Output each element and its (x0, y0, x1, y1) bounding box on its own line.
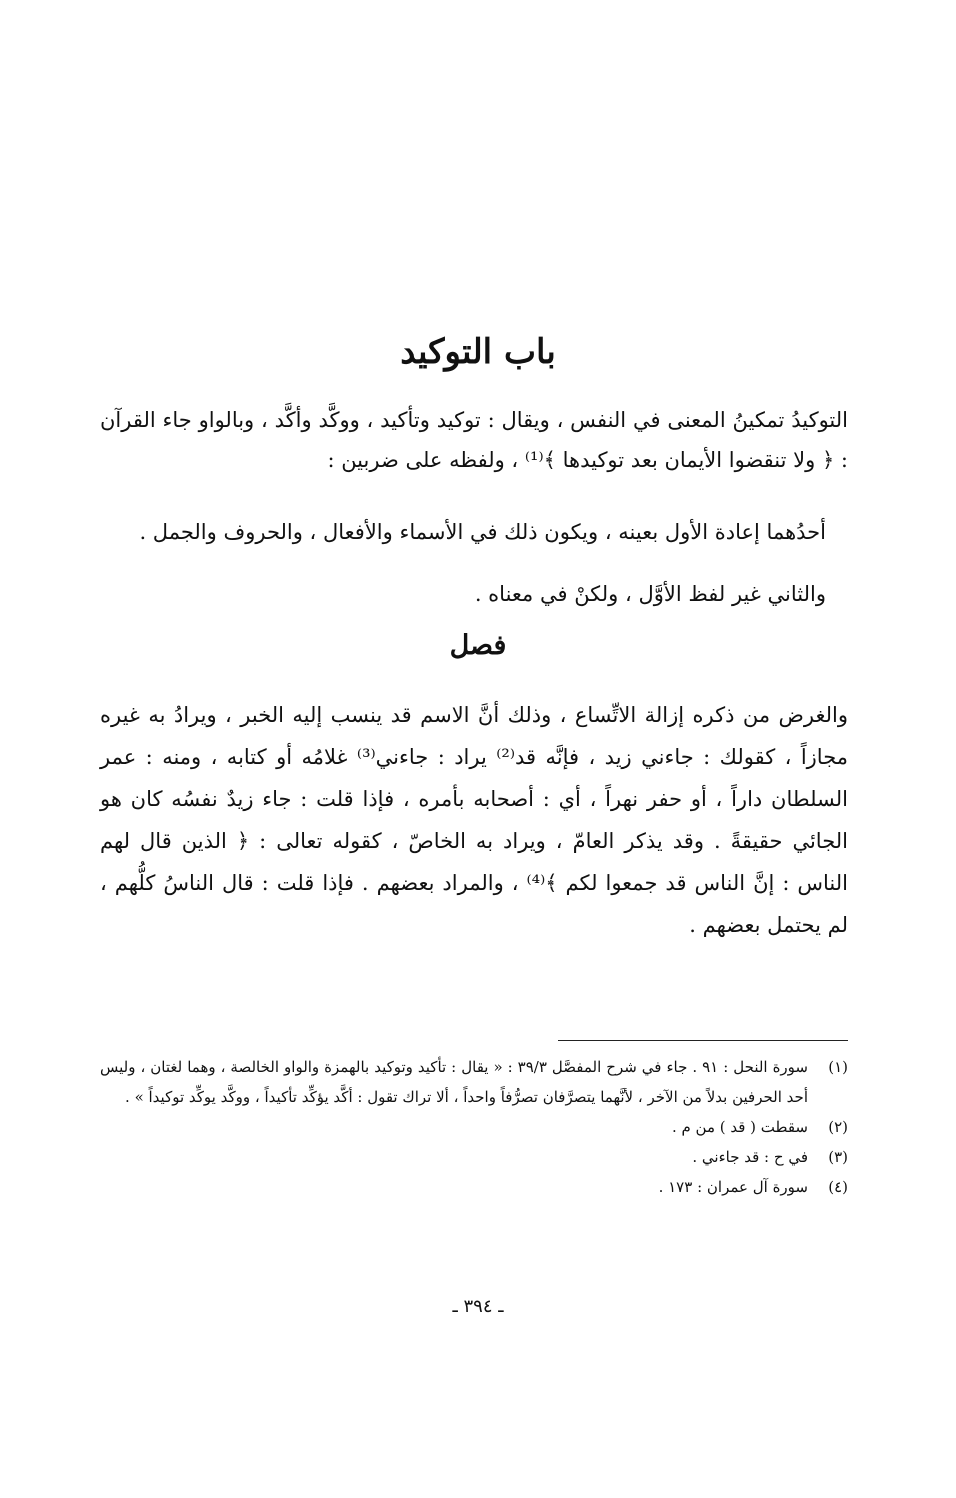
section-body-paragraph: والغرض من ذكره إزالة الاتِّساع ، وذلك أنَّ الاسم قد ينسب إليه الخبر ، ويرادُ به غيره مجازاً ، كقولك : جاءني زيد ، فإنَّه قد⁽²⁾ يراد : جاءني⁽³⁾ غلامُه أو كتابه ، ومنه : عمر السلطان داراً ، أو حفر نهراً ، أي : أصحابه بأمره ، فإذا قلت : جاء زيدٌ نفسُه كان هو الجائي حقيقةً . وقد يذكر العامّ ، ويراد به الخاصّ ، كقوله تعالى : ﴿ الذين قال لهم الناس : إنَّ الناس قد جمعوا لكم ﴾⁽⁴⁾ ، والمراد بعضهم . فإذا قلت : قال الناسُ كلُّهم ، لم يحتمل بعضهم . (100, 703, 849, 937)
footnote-divider (558, 1040, 848, 1041)
footnote-text: سورة آل عمران : ١٧٣ . (658, 1178, 808, 1196)
page-number: ـ ٣٩٤ ـ (452, 1296, 504, 1317)
footnote-number: (٣) (828, 1148, 848, 1166)
footnote-number: (٤) (828, 1178, 848, 1196)
footnote-number: (٢) (828, 1118, 848, 1136)
section-title: فصل (449, 630, 507, 661)
footnote-item (100, 1142, 848, 1172)
footnote-text: سورة النحل : ٩١ . جاء في شرح المفصَّل ٣٩/٣ : « يقال : تأكيد وتوكيد بالهمزة والواو الخالصة ، وهما لغتان ، وليس أحد الحرفين بدلاً من الآخر ، لأنَّهما يتصرَّفان تصرُّفاً واحداً ، ألا تراك تقول : أكَّد يؤكِّد تأكيداً ، ووكَّد يوكِّد توكيداً » . (100, 1058, 808, 1106)
footnote-text: سقطت ( قد ) من م . (671, 1118, 808, 1136)
footnotes-list (100, 1052, 848, 1202)
intro-paragraph: التوكيدُ تمكينُ المعنى في النفس ، ويقال : توكيد وتأكيد ، ووكَّد وأكَّد ، وبالواو جاء القرآن : ﴿ ولا تنقضوا الأيمان بعد توكيدها ﴾⁽¹⁾ ، ولفظه على ضربين : (100, 408, 848, 472)
footnote-item (100, 1112, 848, 1142)
second-type-paragraph: والثاني غير لفظ الأوَّل ، ولكنْ في معناه . (474, 582, 826, 606)
footnote-item (100, 1052, 848, 1112)
footnote-text: في ح : قد جاءني . (692, 1148, 808, 1166)
footnote-item (100, 1172, 848, 1202)
footnote-number: (١) (828, 1058, 848, 1076)
chapter-title: باب التوكيد (400, 332, 556, 372)
first-type-paragraph: أحدُهما إعادة الأول بعينه ، ويكون ذلك في الأسماء والأفعال ، والحروف والجمل . (139, 520, 826, 544)
